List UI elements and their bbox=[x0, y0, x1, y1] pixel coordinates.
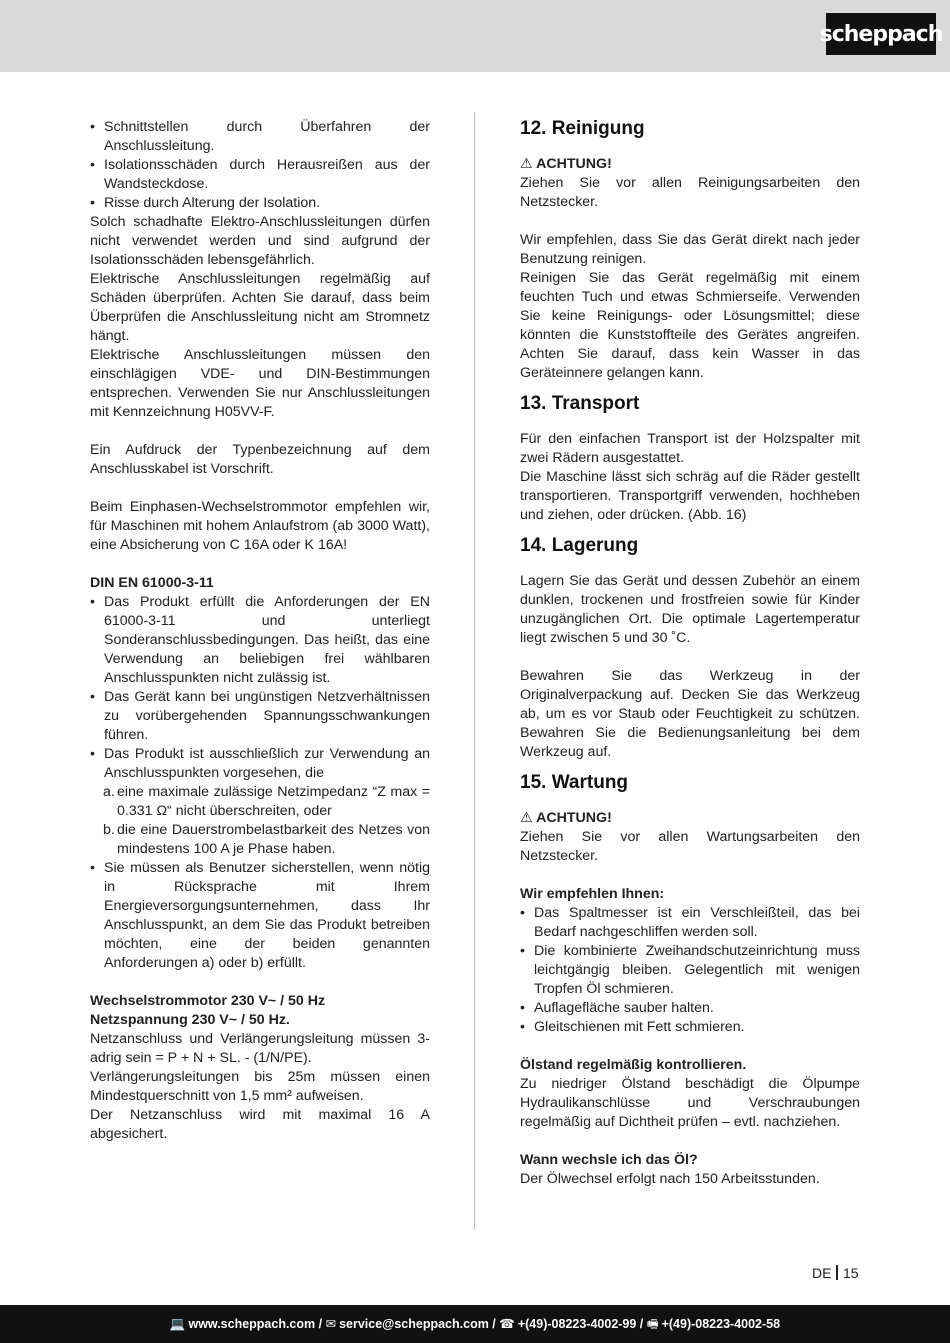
paragraph: Ein Aufdruck der Typenbezeichnung auf dem Anschlusskabel ist Vorschrift. bbox=[90, 442, 430, 477]
footer-bar bbox=[0, 1305, 950, 1343]
paragraph: Ziehen Sie vor allen Reinigungsarbeiten den Netzstecker. bbox=[520, 175, 860, 210]
paragraph: Elektrische Anschlussleitungen regelmäßig auf Schäden überprüfen. Achten Sie darauf, dass beim Überprüfen die Anschlussleitung nicht am Stromnetz hängt. bbox=[90, 271, 430, 344]
list-item: • Gleitschienen mit Fett schmieren. bbox=[520, 1018, 860, 1037]
sub-list-text: die eine Dauerstrombelastbarkeit des Netzes von mindestens 100 A je Phase haben. bbox=[117, 822, 430, 857]
paragraph: Verlängerungsleitungen bis 25m müssen einen Mindestquerschnitt von 1,5 mm² aufweisen. bbox=[90, 1069, 430, 1104]
paragraph: Netzanschluss und Verlängerungsleitung müssen 3-adrig sein = P + N + SL. - (1/N/PE). bbox=[90, 1031, 430, 1066]
page-number-value: 15 bbox=[842, 1265, 859, 1281]
paragraph: Die Maschine lässt sich schräg auf die Räder gestellt transportieren. Transportgriff verwenden, hochheben und ziehen, oder drücken. (Abb. 16) bbox=[520, 469, 860, 523]
sub-list-text: eine maximale zulässige Netzimpedanz “Z max = 0.331 Ω“ nicht überschreiten, oder bbox=[117, 784, 430, 819]
sub-list-item bbox=[90, 821, 430, 859]
paragraph: Bewahren Sie das Werkzeug in der Originalverpackung auf. Decken Sie das Werkzeug ab, um es vor Staub oder Feuchtigkeit zu schützen. Bewahren Sie die Bedienungsanleitung bei dem Werkzeug auf. bbox=[520, 668, 860, 760]
paragraph: Der Netzanschluss wird mit maximal 16 A abgesichert. bbox=[90, 1107, 430, 1142]
paragraph: Solch schadhafte Elektro-Anschlussleitungen dürfen nicht verwendet werden und sind aufgrund der Isolationsschäden lebensgefährlich. bbox=[90, 214, 430, 268]
section-title-maintenance: 15. Wartung bbox=[520, 772, 629, 793]
phone-number: +(49)-08223-4002-99 / bbox=[517, 1317, 644, 1331]
email-link[interactable]: service@scheppach.com / bbox=[339, 1317, 496, 1331]
language-code: DE bbox=[812, 1265, 832, 1281]
paragraph: Lagern Sie das Gerät und dessen Zubehör an einem dunklen, trockenen und frostfreien sowie für Kinder unzugänglichen Ort. Die optimale Lagertemperatur liegt zwischen 5 und 30 ˚C. bbox=[520, 573, 860, 646]
din-heading: DIN EN 61000-3-11 bbox=[90, 575, 214, 591]
paragraph: Für den einfachen Transport ist der Holzspalter mit zwei Rädern ausgestattet. bbox=[520, 431, 860, 466]
paragraph: Der Ölwechsel erfolgt nach 150 Arbeitsstunden. bbox=[520, 1171, 820, 1187]
section-title-transport: 13. Transport bbox=[520, 393, 640, 414]
list-item: • Das Produkt ist ausschließlich zur Verwendung an Anschlusspunkten vorgesehen, die bbox=[90, 745, 430, 783]
website-link[interactable]: www.scheppach.com / bbox=[188, 1317, 323, 1331]
oil-heading: Ölstand regelmäßig kontrollieren. bbox=[520, 1057, 747, 1073]
column-divider bbox=[474, 112, 475, 1230]
list-item: • Schnittstellen durch Überfahren der Anschlussleitung. bbox=[90, 118, 430, 156]
voltage-heading: Netzspannung 230 V~ / 50 Hz. bbox=[90, 1012, 290, 1028]
paragraph: Beim Einphasen-Wechselstrommotor empfehlen wir, für Maschinen mit hohem Anlaufstrom (ab 3000 Watt), eine Absicherung von C 16A oder K 16A! bbox=[90, 499, 430, 553]
sub-list-label: b. bbox=[103, 822, 115, 838]
paragraph: Ziehen Sie vor allen Wartungsarbeiten den Netzstecker. bbox=[520, 829, 860, 864]
header-bar bbox=[0, 0, 950, 72]
warning-label: ⚠ ACHTUNG! bbox=[520, 810, 612, 826]
list-item: • Sie müssen als Benutzer sicherstellen, wenn nötig in Rücksprache mit Ihrem Energieversorgungsunternehmen, dass Ihr Anschlusspunkt, an dem Sie das Produkt betreiben möchten, eine der beiden genannten Anforderungen a) oder b) erfüllt. bbox=[90, 859, 430, 973]
list-item: • Auflagefläche sauber halten. bbox=[520, 999, 860, 1018]
list-item: • Isolationsschäden durch Herausreißen aus der Wandsteckdose. bbox=[90, 156, 430, 194]
mail-icon: ✉ bbox=[325, 1317, 337, 1331]
page-number bbox=[812, 1264, 859, 1282]
right-column bbox=[520, 118, 860, 1189]
computer-icon: 💻 bbox=[169, 1317, 186, 1331]
fax-number: +(49)-08223-4002-58 bbox=[661, 1317, 781, 1331]
oil-change-heading: Wann wechsle ich das Öl? bbox=[520, 1152, 698, 1168]
section-title-cleaning: 12. Reinigung bbox=[520, 118, 645, 139]
list-item: • Das Gerät kann bei ungünstigen Netzverhältnissen zu vorübergehenden Spannungsschwankungen führen. bbox=[90, 688, 430, 745]
recommend-heading: Wir empfehlen Ihnen: bbox=[520, 886, 665, 902]
paragraph: Reinigen Sie das Gerät regelmäßig mit einem feuchten Tuch und etwas Schmierseife. Verwenden Sie keine Reinigungs- oder Lösungsmittel; diese könnten die Kunststoffteile des Gerätes angreifen. Achten Sie darauf, dass kein Wasser in das Geräteinnere gelangen kann. bbox=[520, 270, 860, 381]
list-item: • Das Spaltmesser ist ein Verschleißteil, das bei Bedarf nachgeschliffen werden soll. bbox=[520, 904, 860, 942]
fax-icon: 🖷 bbox=[646, 1317, 659, 1331]
paragraph: Elektrische Anschlussleitungen müssen den einschlägigen VDE- und DIN-Bestimmungen entsprechen. Verwenden Sie nur Anschlussleitungen mit Kennzeichnung H05VV-F. bbox=[90, 347, 430, 420]
left-column bbox=[90, 118, 430, 1144]
warning-label: ⚠ ACHTUNG! bbox=[520, 156, 612, 172]
paragraph: Wir empfehlen, dass Sie das Gerät direkt nach jeder Benutzung reinigen. bbox=[520, 232, 860, 267]
paragraph: Zu niedriger Ölstand beschädigt die Ölpumpe Hydraulikanschlüsse und Verschraubungen regelmäßig auf Dichtheit prüfen – evtl. nachziehen. bbox=[520, 1076, 860, 1130]
brand-logo: scheppach bbox=[826, 13, 936, 55]
motor-heading: Wechselstrommotor 230 V~ / 50 Hz bbox=[90, 993, 326, 1009]
sub-list-label: a. bbox=[103, 784, 115, 800]
phone-icon: ☎ bbox=[499, 1317, 515, 1331]
section-title-storage: 14. Lagerung bbox=[520, 535, 639, 556]
list-item: • Die kombinierte Zweihandschutzeinrichtung muss leichtgängig bleiben. Gelegentlich mit wenigen Tropfen Öl schmieren. bbox=[520, 942, 860, 999]
list-item: • Risse durch Alterung der Isolation. bbox=[90, 194, 430, 213]
sub-list-item bbox=[90, 783, 430, 821]
list-item: • Das Produkt erfüllt die Anforderungen der EN 61000-3-11 und unterliegt Sonderanschlussbedingungen. Das heißt, das eine Verwendung an beliebigen frei wählbaren Anschlusspunkten nicht zulässig ist. bbox=[90, 593, 430, 688]
